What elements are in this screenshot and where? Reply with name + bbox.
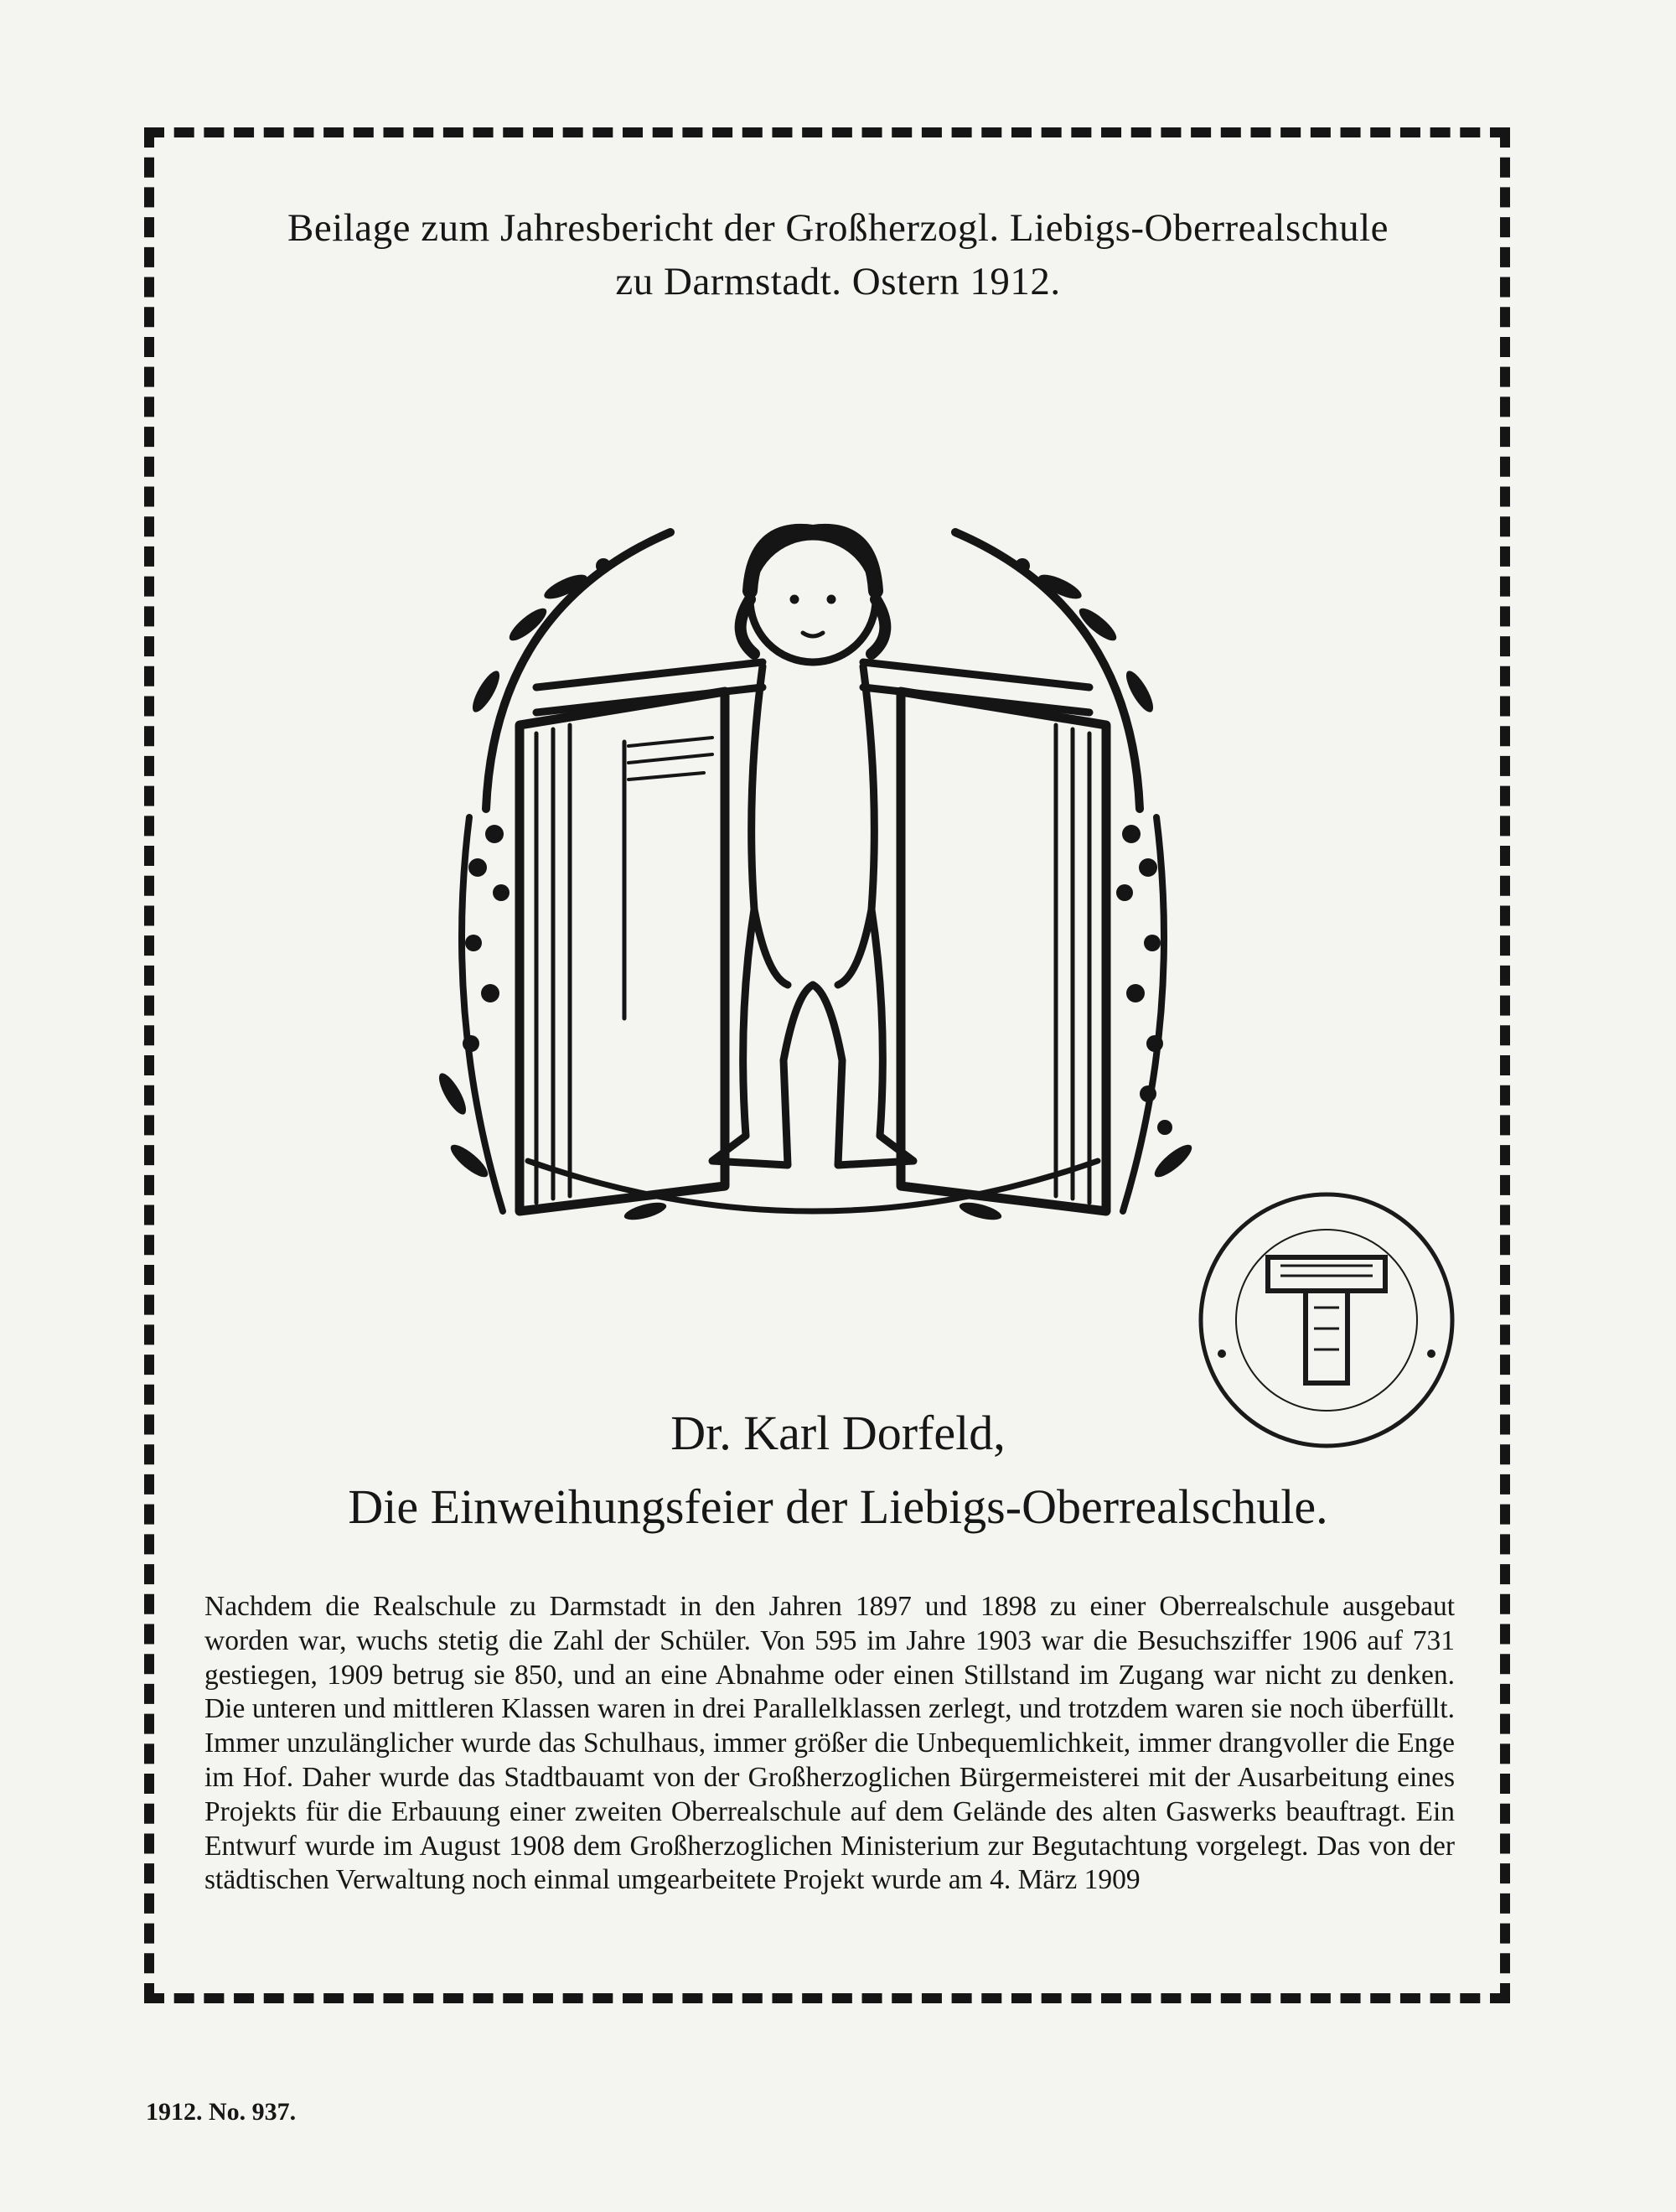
- header-line-2: zu Darmstadt. Ostern 1912.: [615, 260, 1061, 303]
- supplement-header: [168, 201, 1508, 308]
- article-body: Nachdem die Realschule zu Darmstadt in den Jahren 1897 und 1898 zu einer Oberrealschule ausgebaut worden war, wuchs stetig die Zahl der Schüler. Von 595 im Jahre 1903 war die Besuchsziffer 1906 auf 731 gestiegen, 1909 betrug sie 850, und an eine Abnahme oder einen Stillstand im Zugang war nicht zu denken. Die unteren und mittleren Klassen waren in drei Parallelklassen zerlegt, und trotzdem waren sie noch überfüllt. Immer unzulänglicher wurde das Schulhaus, immer größer die Unbequemlichkeit, immer drangvoller die Enge im Hof. Daher wurde das Stadtbauamt von der Großherzoglichen Bürgermeisterei mit der Ausarbeitung eines Projekts für die Erbauung einer zweiten Oberrealschule auf dem Gelände des alten Gaswerks beauftragt. Ein Entwurf wurde im August 1908 dem Großherzoglichen Ministerium zur Begutachtung vorgelegt. Das von der städtischen Verwaltung noch einmal umgearbeitete Projekt wurde am 4. März 1909: [204, 1591, 1455, 1896]
- article-title: Die Einweihungsfeier der Liebigs-Oberrealschule.: [348, 1479, 1328, 1534]
- article-author: Dr. Karl Dorfeld,: [670, 1406, 1006, 1460]
- child-holding-open-book-with-laurel-wreath-icon: [394, 474, 1232, 1261]
- header-line-1: Beilage zum Jahresbericht der Großherzogl. Liebigs-Oberrealschule: [287, 206, 1389, 250]
- page-footer: 1912. No. 937.: [146, 2098, 297, 2126]
